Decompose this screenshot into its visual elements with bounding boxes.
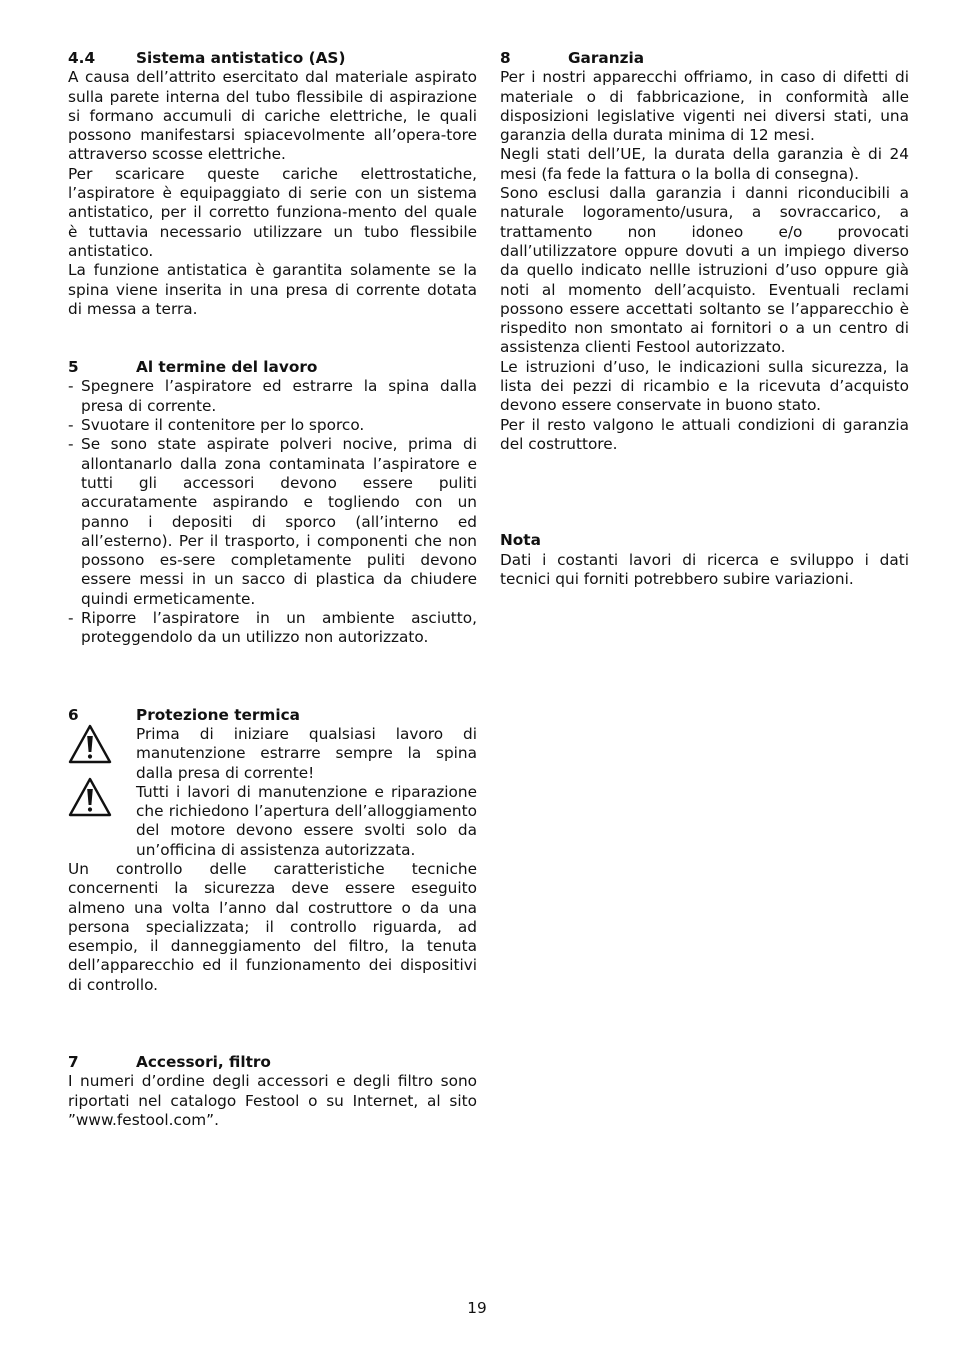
paragraph: Per i nostri apparecchi offriamo, in caso di difetti di materiale o di fabbricazione, in conformità alle disposizioni legislative vigenti nei diversi stati, una garanzia della durata minima di 12 mesi.	[500, 68, 909, 145]
section-antistatic-system	[68, 49, 477, 319]
paragraph: Negli stati dell’UE, la durata della garanzia è di 24 mesi (fa fede la fattura o la bolla di consegna).	[500, 145, 909, 183]
section-title: Protezione termica	[136, 705, 301, 724]
section-heading	[500, 531, 909, 550]
warning-block	[68, 725, 477, 783]
paragraph: Per scaricare queste cariche elettrostatiche, l’aspiratore è equipaggiato di serie con un sistema antistatico, per il corretto funziona-mento del quale è tuttavia necessario utilizzare un tubo flessibile antistatico.	[68, 164, 477, 260]
list-item: - Spegnere l’aspiratore ed estrarre la spina dalla presa di corrente.	[68, 377, 477, 416]
section-warranty	[500, 49, 909, 454]
instruction-list	[68, 377, 477, 647]
section-heading	[500, 49, 909, 68]
section-title: Sistema antistatico (AS)	[136, 49, 346, 67]
paragraph: Per il resto valgono le attuali condizioni di garanzia del costruttore.	[500, 415, 909, 453]
section-title: Garanzia	[568, 49, 645, 67]
section-title: Nota	[500, 531, 541, 550]
list-item: - Se sono state aspirate polveri nocive, prima di allontanarlo dalla zona contaminata l’aspiratore e tutti gli accessori devono essere puliti accuratamente aspirando e togliendo con un panno i depositi di sporco (all’interno ed all’esterno). Per il trasporto, i componenti che non possono es-sere completamente puliti devono essere messi in un sacco di plastica da chiudere quindi ermeticamente.	[68, 435, 477, 609]
section-number: 6	[68, 705, 79, 724]
section-number: 4.4	[68, 49, 96, 67]
right-column	[500, 49, 909, 589]
warning-block	[68, 783, 477, 860]
left-column	[68, 49, 477, 1130]
section-heading	[68, 706, 477, 725]
warning-text: Prima di iniziare qualsiasi lavoro di manutenzione estrarre sempre la spina dalla presa di corrente!	[136, 724, 477, 782]
section-note	[500, 531, 909, 589]
section-number: 7	[68, 1053, 79, 1072]
section-end-of-work	[68, 358, 477, 647]
list-item: - Riporre l’aspiratore in un ambiente asciutto, proteggendolo da un utilizzo non autorizzato.	[68, 609, 477, 648]
page-number: 19	[467, 1299, 487, 1317]
paragraph: Sono esclusi dalla garanzia i danni riconducibili a naturale logoramento/usura, a sovraccarico, a trattamento non idoneo e/o provocati dall’utilizzatore oppure dovuti a un impiego diverso da quello indicato nellle istruzioni d’uso oppure già noti al momento dell’acquisto. Eventuali reclami possono essere accettati soltanto se l’apparecchio è rispedito non smontato ai fornitori o a un centro di assistenza clienti Festool autorizzato.	[500, 184, 909, 357]
section-heading	[68, 358, 477, 377]
warning-triangle-icon	[68, 724, 112, 764]
section-accessories-filter	[68, 1053, 477, 1130]
paragraph: Un controllo delle caratteristiche tecniche concernenti la sicurezza deve essere eseguito almeno una volta l’anno dal costruttore o da una persona specializzata; il controllo riguarda, ad esempio, il danneggiamento del filtro, la tenuta dell’apparecchio ed il funzionamento dei dispositivi di controllo.	[68, 859, 477, 994]
section-number: 5	[68, 358, 79, 377]
section-heading	[68, 1053, 477, 1072]
paragraph: Dati i costanti lavori di ricerca e sviluppo i dati tecnici qui forniti potrebbero subire variazioni.	[500, 550, 909, 588]
section-title: Al termine del lavoro	[136, 358, 318, 377]
section-title: Accessori, filtro	[136, 1053, 271, 1072]
paragraph: Le istruzioni d’uso, le indicazioni sulla sicurezza, la lista dei pezzi di ricambio e la ricevuta d’acquisto devono essere conservate in buono stato.	[500, 357, 909, 415]
paragraph: La funzione antistatica è garantita solamente se la spina viene inserita in una presa di corrente dotata di messa a terra.	[68, 261, 477, 318]
section-heading	[68, 49, 477, 68]
section-number: 8	[500, 49, 511, 67]
paragraph: A causa dell’attrito esercitato dal materiale aspirato sulla parete interna del tubo flessibile di aspirazione si formano accumuli di cariche elettriche, le quali possono manifestarsi spiacevolmente all’opera-tore attraverso scosse elettriche.	[68, 68, 477, 164]
list-item: - Svuotare il contenitore per lo sporco.	[68, 416, 477, 435]
warning-text: Tutti i lavori di manutenzione e riparazione che richiedono l’apertura dell’alloggiamento del motore devono essere svolti solo da un’officina di assistenza autorizzata.	[136, 782, 477, 859]
section-thermal-protection	[68, 706, 477, 995]
warning-triangle-icon	[68, 777, 112, 817]
paragraph: I numeri d’ordine degli accessori e degli filtro sono riportati nel catalogo Festool o su Internet, al sito ”www.festool.com”.	[68, 1072, 477, 1129]
